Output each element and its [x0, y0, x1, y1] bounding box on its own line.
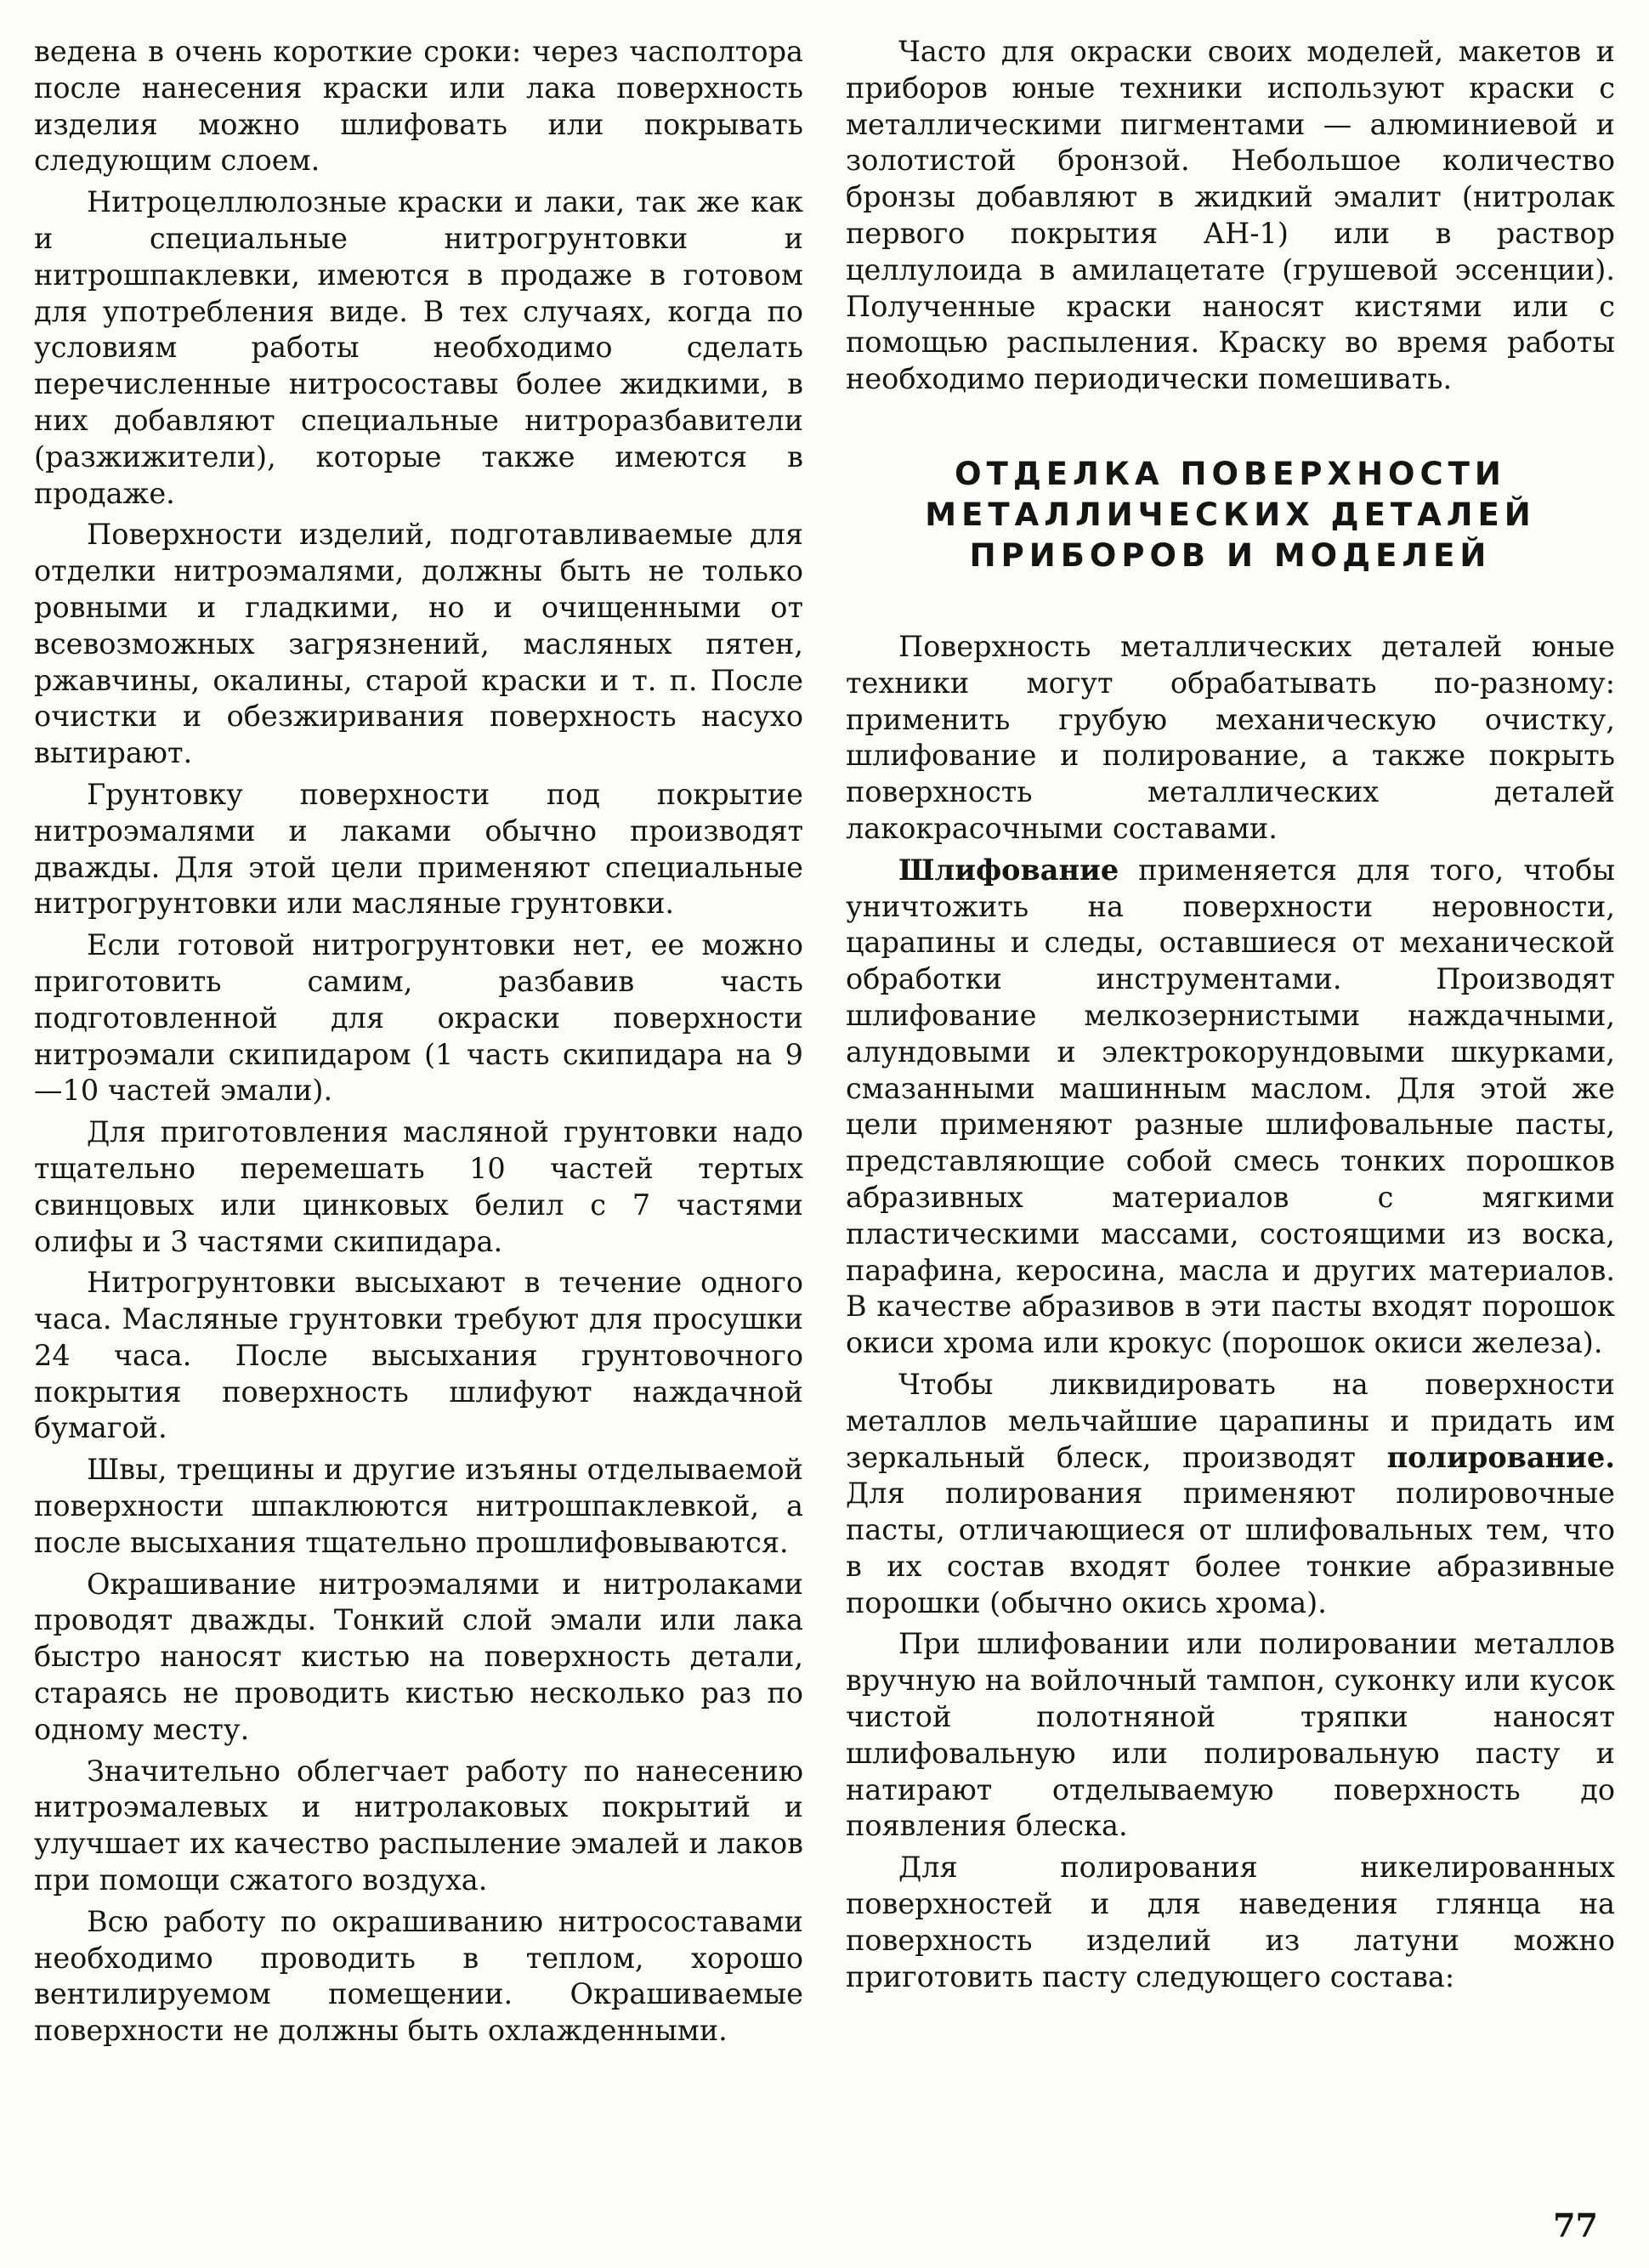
paragraph: Окрашивание нитроэмалями и нитролаками проводят дважды. Тонкий слой эмали или лака быстро наносят кистью на поверхность детали, стараясь не проводить кистью несколько раз по одному месту.: [34, 1567, 803, 1746]
term-grinding: Шлифование: [898, 853, 1119, 887]
paragraph: [846, 853, 1615, 1362]
paragraph-text: Чтобы ликвидировать на поверхности металлов мельчайшие царапины и придать им зеркальный блеск, производят: [846, 1367, 1615, 1474]
left-column: [34, 34, 803, 2055]
paragraph: Для приготовления масляной грунтовки надо тщательно перемешать 10 частей тертых свинцовых или цинковых белил с 7 частями олифы и 3 частями скипидара.: [34, 1115, 803, 1258]
paragraph: [846, 1367, 1615, 1622]
paragraph: Нитроцеллюлозные краски и лаки, так же как и специальные нитрогрунтовки и нитрошпаклевки, имеются в продаже в готовом для употребления виде. В тех случаях, когда по условиям работы необходимо сделать перечисленные нитросоставы более жидкими, в них добавляют специальные нитроразбавители (разжижители), которые также имеются в продаже.: [34, 185, 803, 510]
paragraph: Для полирования никелированных поверхностей и для наведения глянца на поверхность изделий из латуни можно приготовить пасту следующего состава:: [846, 1851, 1615, 1993]
right-column: [846, 34, 1615, 2000]
paragraph: Часто для окраски своих моделей, макетов и приборов юные техники используют краски с металлическими пигментами — алюминиевой и золотистой бронзой. Небольшое количество бронзы добавляют в жидкий эмалит (нитролак первого покрытия АН-1) или в раствор целлулоида в амилацетате (грушевой эссенции). Полученные краски наносят кистями или с помощью распыления. Краску во время работы необходимо периодически помешивать.: [846, 35, 1615, 396]
paragraph: Поверхность металлических деталей юные техники могут обрабатывать по-разному: применить грубую механическую очистку, шлифование и полирование, а также покрыть поверхность металлических деталей лакокрасочными составами.: [846, 629, 1615, 845]
paragraph: Поверхности изделий, подготавливаемые для отделки нитроэмалями, должны быть не только ровными и гладкими, но и очищенными от всевозможных загрязнений, масляных пятен, ржавчины, окалины, старой краски и т. п. После очистки и обезжиривания поверхность насухо вытирают.: [34, 518, 803, 770]
paragraph: Всю работу по окрашиванию нитросоставами необходимо проводить в теплом, хорошо вентилируемом помещении. Окрашиваемые поверхности не должны быть охлажденными.: [34, 1904, 803, 2048]
paragraph: При шлифовании или полировании металлов вручную на войлочный тампон, суконку или кусок чистой полотняной тряпки наносят шлифовальную или полировальную пасту и натирают отделываемую поверхность до появления блеска.: [846, 1627, 1615, 1843]
page-number: 77: [1553, 2206, 1598, 2244]
paragraph-text: применяется для того, чтобы уничтожить на поверхности неровности, царапины и следы, оставшиеся от механической обработки инструментами. Производят шлифование мелкозернистыми наждачными, алундовыми и электрокорундовыми шкурками, смазанными машинным маслом. Для этой же цели применяют разные шлифовальные пасты, представляющие собой смесь тонких порошков абразивных материалов с мягкими пластическими массами, состоящими из воска, парафина, керосина, масла и других материалов. В качестве абразивов в эти пасты входят порошок окиси хрома или крокус (порошок окиси железа).: [846, 853, 1615, 1360]
heading-line: ОТДЕЛКА ПОВЕРХНОСТИ: [955, 455, 1506, 492]
paragraph: Грунтовку поверхности под покрытие нитроэмалями и лаками обычно производят дважды. Для этой цели применяют специальные нитрогрунтовки или масляные грунтовки.: [34, 777, 803, 921]
heading-line: МЕТАЛЛИЧЕСКИХ ДЕТАЛЕЙ: [925, 496, 1536, 533]
term-polishing: полирование.: [1386, 1440, 1615, 1474]
heading-line: ПРИБОРОВ И МОДЕЛЕЙ: [969, 536, 1492, 574]
section-heading: [846, 454, 1615, 576]
paragraph-text: Для полирования применяют полировочные пасты, отличающиеся от шлифовальных тем, что в их состав входят более тонкие абразивные порошки (обычно окись хрома).: [846, 1477, 1615, 1619]
paragraph: Значительно облегчает работу по нанесению нитроэмалевых и нитролаковых покрытий и улучшает их качество распыление эмалей и лаков при помощи сжатого воздуха.: [34, 1754, 803, 1897]
paragraph: Швы, трещины и другие изъяны отделываемой поверхности шпаклюются нитрошпаклевкой, а после высыхания тщательно прошлифовываются.: [34, 1453, 803, 1559]
paragraph: Если готовой нитрогрунтовки нет, ее можно приготовить самим, разбавив часть подготовленной для окраски поверхности нитроэмали скипидаром (1 часть скипидара на 9—10 частей эмали).: [34, 928, 803, 1108]
paragraph: ведена в очень короткие сроки: через часполтора после нанесения краски или лака поверхность изделия можно шлифовать или покрывать следующим слоем.: [34, 35, 803, 178]
paragraph: Нитрогрунтовки высыхают в течение одного часа. Масляные грунтовки требуют для просушки 24 часа. После высыхания грунтовочного покрытия поверхность шлифуют наждачной бумагой.: [34, 1266, 803, 1445]
